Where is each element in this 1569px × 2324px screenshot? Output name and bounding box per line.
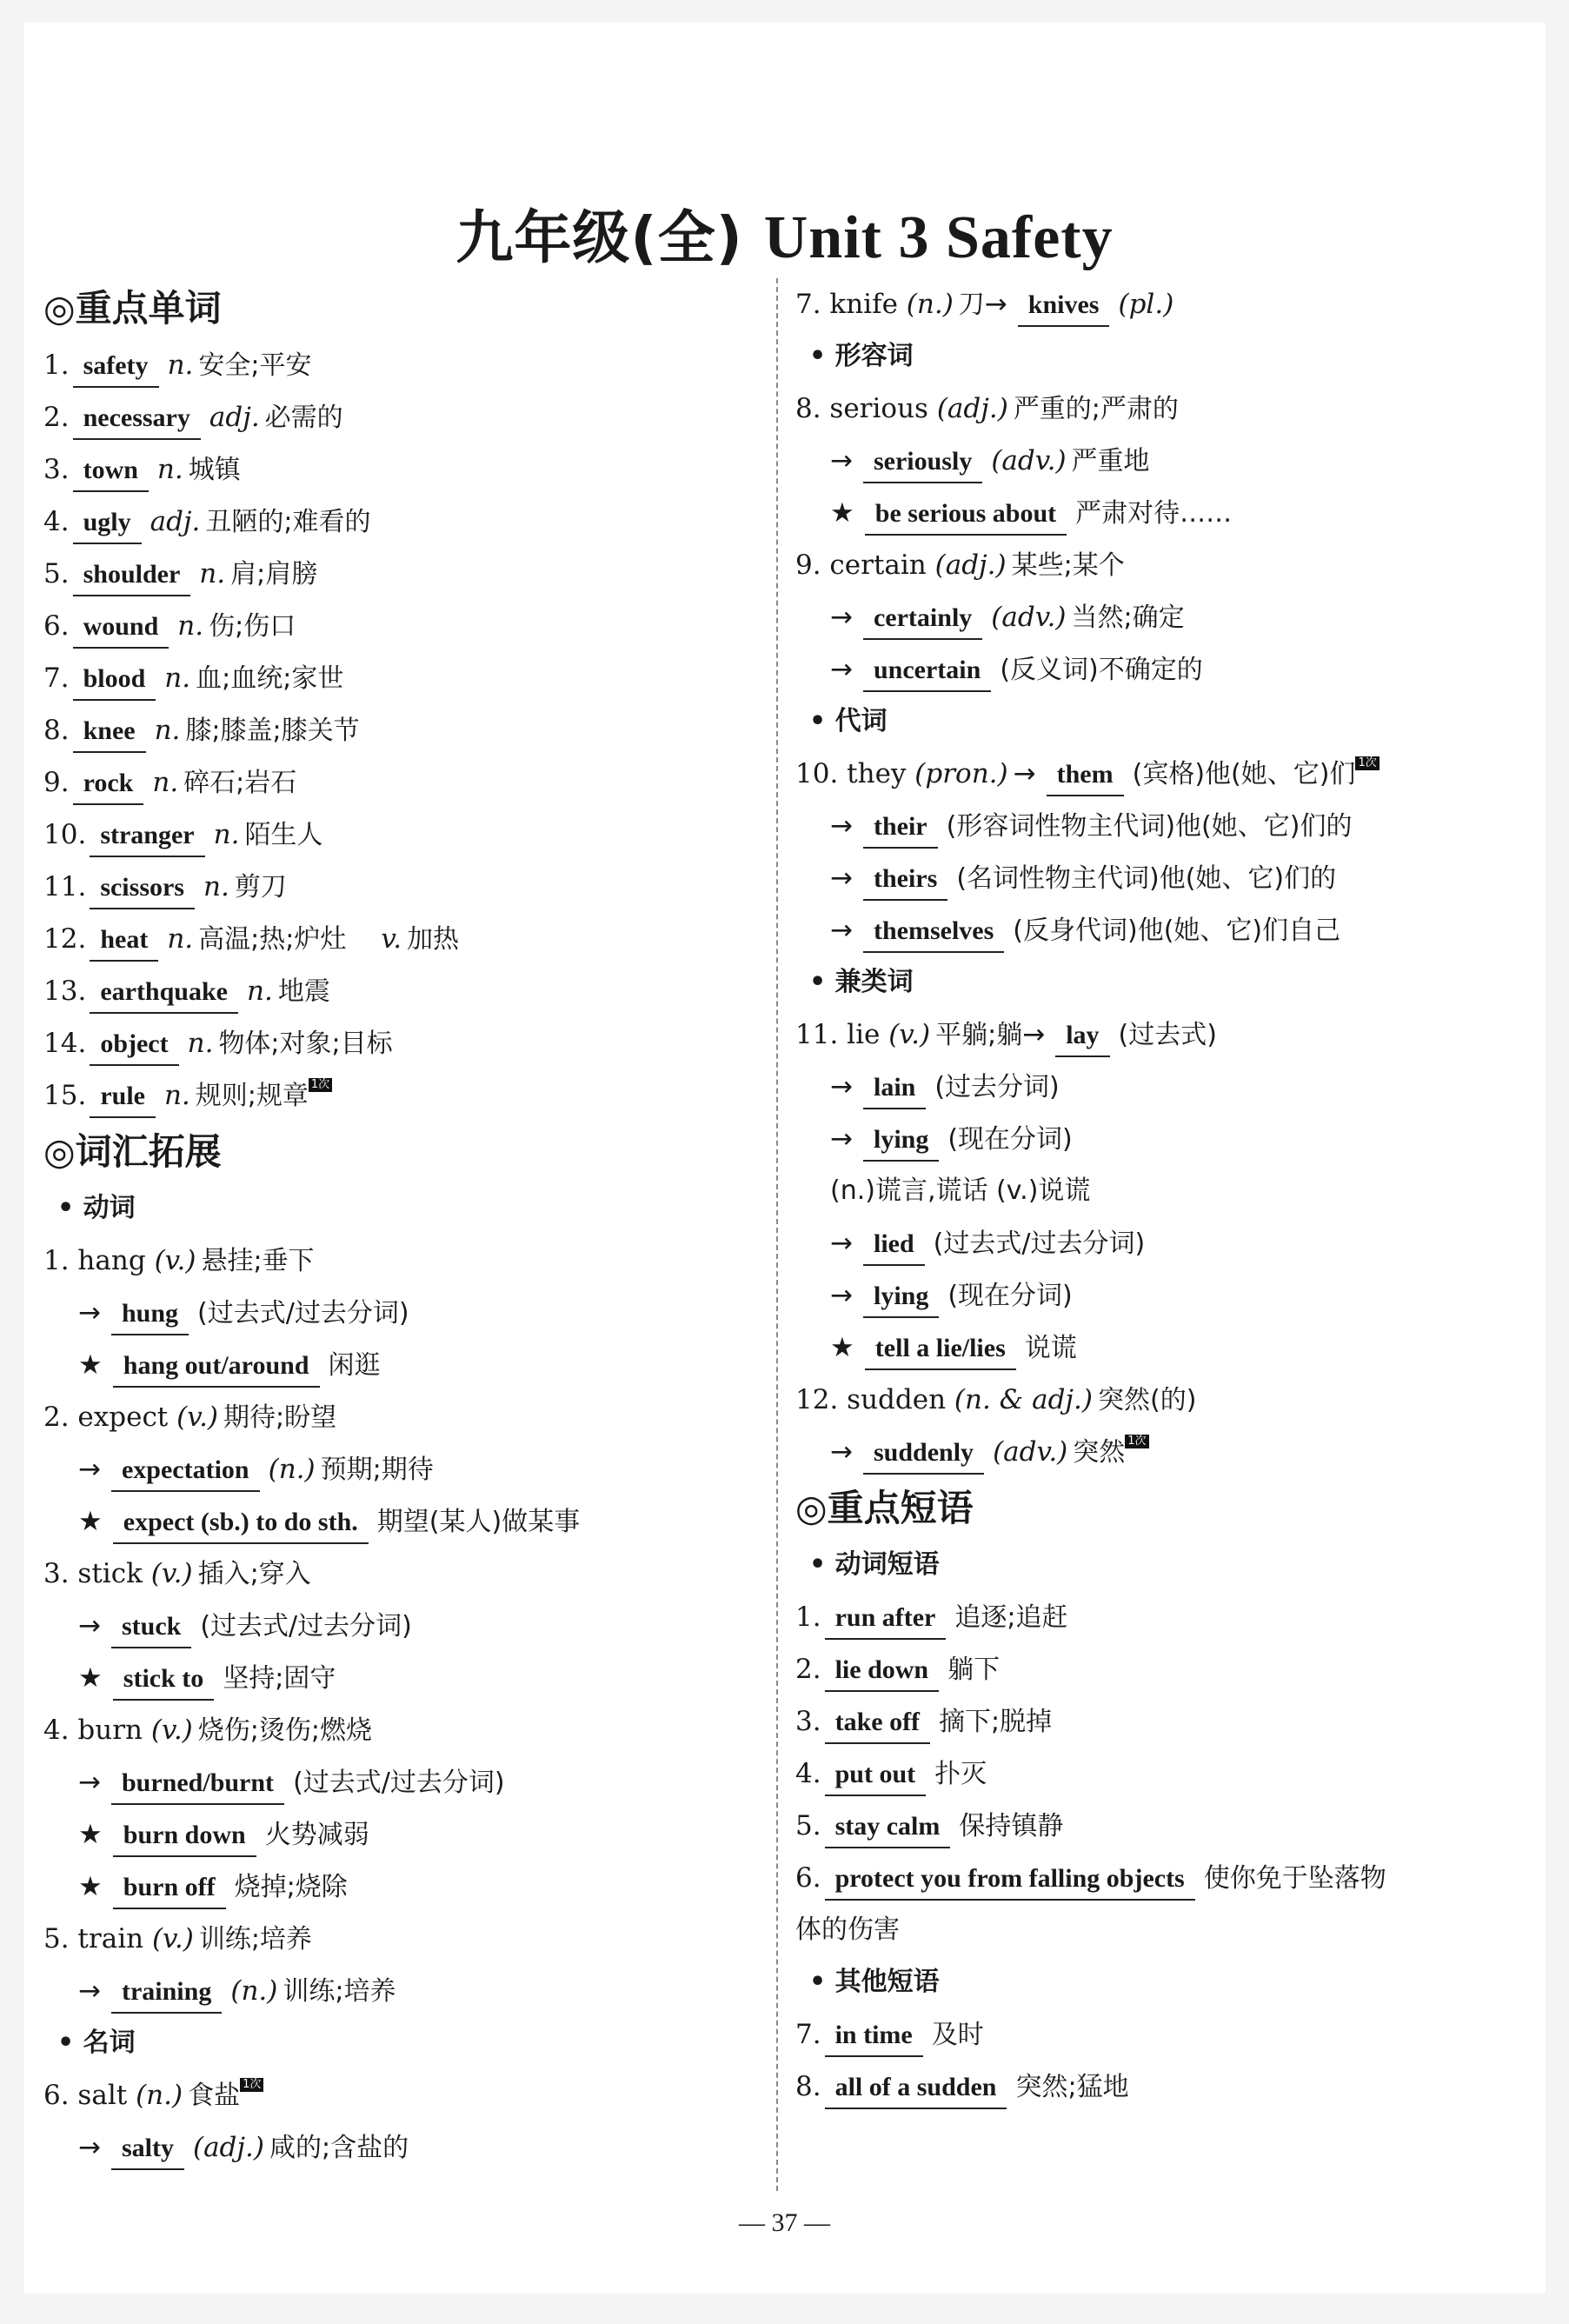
key-word-row xyxy=(43,1017,756,1069)
part-of-speech: n. xyxy=(167,350,194,381)
entry-note: (过去式/过去分词) xyxy=(197,1298,409,1328)
answer-blank: burn down xyxy=(113,1815,256,1857)
entry-pos: (n.) xyxy=(136,2080,183,2111)
item-number: 4. xyxy=(795,1758,821,1789)
answer-blank: town xyxy=(73,450,149,492)
arrow-icon: → xyxy=(830,1280,853,1311)
arrow-icon: → xyxy=(78,1297,101,1328)
entry-zh: (反义词)不确定的 xyxy=(1000,655,1203,685)
phrase-row xyxy=(795,1800,1526,1852)
arrow-icon: → xyxy=(830,915,853,946)
star-icon: ★ xyxy=(78,1871,103,1902)
entry-stick-a1 xyxy=(43,1600,756,1652)
arrow-icon: → xyxy=(830,654,853,685)
entry-zh: 烧掉;烧除 xyxy=(234,1872,348,1902)
phrase-row xyxy=(795,2061,1526,2113)
item-number: 3. xyxy=(43,454,70,485)
chinese-meaning: 追逐;追赶 xyxy=(954,1602,1068,1633)
phrase-row xyxy=(795,2008,1526,2061)
part-of-speech: n. xyxy=(199,558,226,589)
key-word-row xyxy=(43,965,756,1017)
answer-blank: put out xyxy=(825,1755,927,1796)
answer-blank: heat xyxy=(90,920,158,962)
item-number: 4. xyxy=(43,506,70,537)
item-number: 12. xyxy=(43,923,87,955)
entry-head: 11. lie xyxy=(795,1019,881,1050)
entry-head: 2. expect xyxy=(43,1402,169,1433)
part-of-speech: n. xyxy=(213,819,240,850)
chinese-meaning: 突然;猛地 xyxy=(1015,2072,1129,2102)
entry-head: 6. salt xyxy=(43,2080,128,2111)
entry-zh: 烧伤;烫伤;燃烧 xyxy=(197,1715,372,1746)
entry-lie-a2 xyxy=(795,1113,1526,1165)
arrow-icon: → xyxy=(830,810,853,842)
entry-they xyxy=(795,748,1526,800)
arrow-icon: → xyxy=(830,602,853,633)
key-word-row xyxy=(43,496,756,548)
chinese-meaning: 必需的 xyxy=(264,403,343,433)
answer-blank: stranger xyxy=(90,816,204,857)
chinese-meaning: 地震 xyxy=(277,976,330,1007)
chinese-meaning: 规则;规章 xyxy=(195,1081,309,1111)
entry-sudden xyxy=(795,1374,1526,1426)
star-icon: ★ xyxy=(78,1662,103,1694)
entry-zh: (过去式) xyxy=(1118,1020,1217,1050)
answer-blank: salty xyxy=(111,2128,184,2170)
entry-head: 9. certain xyxy=(795,549,927,581)
entry-pos: (n.) xyxy=(230,1975,278,2007)
phrase-row xyxy=(795,1852,1526,1904)
answer-blank: safety xyxy=(73,346,159,388)
answer-blank: protect you from falling objects xyxy=(825,1859,1195,1901)
answer-blank: lie down xyxy=(825,1650,940,1692)
key-word-row xyxy=(43,861,756,913)
entry-zh: (过去分词) xyxy=(934,1072,1060,1102)
entry-burn-a3 xyxy=(43,1861,756,1913)
section-heading-key-words: ◎重点单词 xyxy=(43,287,222,330)
entry-knife xyxy=(795,278,1526,330)
item-number: 9. xyxy=(43,767,70,798)
answer-blank: blood xyxy=(73,659,156,701)
entry-salt-a1 xyxy=(43,2121,756,2174)
entry-zh: (现在分词) xyxy=(947,1124,1073,1155)
chinese-meaning: 膝;膝盖;膝关节 xyxy=(185,716,360,746)
entry-they-a2 xyxy=(795,852,1526,904)
answer-blank: wound xyxy=(73,607,170,649)
star-icon: ★ xyxy=(830,1332,854,1363)
key-word-row xyxy=(43,652,756,704)
item-number: 5. xyxy=(43,558,70,589)
answer-blank: them xyxy=(1047,755,1124,796)
entry-certain xyxy=(795,539,1526,591)
entry-burn-a2 xyxy=(43,1808,756,1861)
chinese-meaning: 摘下;脱掉 xyxy=(939,1707,1053,1737)
chinese-meaning: 加热 xyxy=(407,924,460,955)
entry-certain-a2 xyxy=(795,643,1526,696)
subheading-multi-class: • 兼类词 xyxy=(795,956,1526,1009)
entry-zh: (过去式/过去分词) xyxy=(933,1229,1146,1259)
arrow-icon: → xyxy=(830,1071,853,1102)
entry-stick-a2 xyxy=(43,1652,756,1704)
chinese-meaning: 高温;热;炉灶 xyxy=(198,924,347,955)
answer-blank: uncertain xyxy=(863,650,991,692)
entry-zh: 严肃对待…… xyxy=(1075,498,1233,529)
entry-zh: 食盐 xyxy=(188,2081,241,2111)
item-number: 6. xyxy=(43,610,70,642)
phrase-row xyxy=(795,1748,1526,1800)
entry-hang-a1 xyxy=(43,1287,756,1339)
entry-zh: 期待;盼望 xyxy=(223,1402,337,1433)
arrow-icon: → xyxy=(830,1436,853,1468)
entry-hang-a2 xyxy=(43,1339,756,1391)
other-phrases-list xyxy=(795,2008,1526,2113)
arrow-icon: → xyxy=(830,862,853,894)
star-icon: ★ xyxy=(78,1506,103,1537)
entry-hang xyxy=(43,1235,756,1287)
entry-zh: (现在分词) xyxy=(947,1281,1073,1311)
subheading-adjectives: • 形容词 xyxy=(795,330,1526,383)
entry-pos: (n. & adj.) xyxy=(954,1384,1093,1415)
chinese-meaning: 肩;肩膀 xyxy=(230,559,318,589)
entry-salt xyxy=(43,2069,756,2121)
part-of-speech: adj. xyxy=(209,402,260,433)
key-word-row xyxy=(43,704,756,756)
chinese-meaning: 安全;平安 xyxy=(198,350,312,381)
part-of-speech: adj. xyxy=(150,506,201,537)
subheading-verbs: • 动词 xyxy=(43,1182,756,1235)
entry-zh: 当然;确定 xyxy=(1071,603,1185,633)
entry-pos: (v.) xyxy=(151,1923,194,1954)
page-title xyxy=(0,191,1569,274)
answer-blank: scissors xyxy=(90,868,195,909)
chinese-meaning: 扑灭 xyxy=(934,1759,987,1789)
entry-note: (过去式/过去分词) xyxy=(200,1611,412,1641)
entry-lie-a3 xyxy=(795,1217,1526,1269)
answer-blank: expectation xyxy=(111,1450,260,1492)
answer-blank: burn off xyxy=(113,1868,226,1909)
answer-blank: lain xyxy=(863,1068,926,1109)
entry-pos: (pl.) xyxy=(1118,289,1174,320)
answer-blank: rock xyxy=(73,763,144,805)
entry-head: 7. knife xyxy=(795,289,898,320)
answer-blank: burned/burnt xyxy=(111,1763,284,1805)
chinese-meaning: 城镇 xyxy=(188,455,241,485)
item-number: 5. xyxy=(795,1810,821,1841)
part-of-speech: n. xyxy=(187,1028,214,1059)
answer-blank: lying xyxy=(863,1276,939,1318)
entry-zh: 悬挂;垂下 xyxy=(201,1246,315,1276)
phrase-row xyxy=(795,1591,1526,1643)
entry-zh: 说谎 xyxy=(1024,1333,1077,1363)
entry-expect xyxy=(43,1391,756,1443)
answer-blank: knee xyxy=(73,711,146,753)
entry-pos: (adj.) xyxy=(192,2132,264,2163)
star-icon: ★ xyxy=(78,1349,103,1381)
entry-lie-mid: (n.)谎言,谎话 (v.)说谎 xyxy=(830,1175,1091,1206)
entry-zh: (形容词性物主代词)他(她、它)们的 xyxy=(946,811,1353,842)
subheading-pronouns: • 代词 xyxy=(795,696,1526,748)
entry-serious-a1 xyxy=(795,435,1526,487)
phrase-row xyxy=(795,1643,1526,1695)
entry-pos: (v.) xyxy=(150,1558,193,1589)
section-heading-key-phrases: ◎重点短语 xyxy=(795,1487,974,1529)
answer-blank: their xyxy=(863,807,938,849)
title-en: Unit 3 Safety xyxy=(763,204,1114,271)
subheading-other-phrases: • 其他短语 xyxy=(795,1956,1526,2008)
entry-zh: 咸的;含盐的 xyxy=(269,2133,409,2163)
entry-serious-a2 xyxy=(795,487,1526,539)
key-words-list xyxy=(43,339,756,1122)
right-column xyxy=(795,278,1526,2113)
answer-blank: lying xyxy=(863,1120,939,1162)
entry-pos: (n.) xyxy=(906,289,954,320)
arrow-icon: → xyxy=(78,1767,101,1798)
title-zh: 九年级(全) xyxy=(455,204,743,271)
answer-blank: ugly xyxy=(73,503,142,544)
part-of-speech: n. xyxy=(164,663,191,694)
entry-pos: (adj.) xyxy=(936,393,1008,424)
frequency-badge: 1次 xyxy=(1125,1435,1148,1448)
chinese-meaning: 碎石;岩石 xyxy=(183,768,297,798)
entry-burn-a1 xyxy=(43,1756,756,1808)
chinese-meaning: 保持镇静 xyxy=(959,1811,1064,1841)
item-number: 14. xyxy=(43,1028,87,1059)
entry-expect-a2 xyxy=(43,1495,756,1548)
arrow-icon: → xyxy=(78,2132,101,2163)
key-word-row xyxy=(43,600,756,652)
entry-pos: (v.) xyxy=(176,1402,219,1433)
arrow-icon: → xyxy=(78,1454,101,1485)
answer-blank: hang out/around xyxy=(113,1346,320,1388)
section-heading-vocab-expansion: ◎词汇拓展 xyxy=(43,1130,222,1173)
part-of-speech: n. xyxy=(154,715,181,746)
item-number: 1. xyxy=(795,1601,821,1633)
frequency-badge: 1次 xyxy=(309,1078,332,1092)
key-word-row xyxy=(43,756,756,809)
entry-zh: 期望(某人)做某事 xyxy=(376,1507,581,1537)
arrow-icon: → xyxy=(78,1975,101,2007)
chinese-meaning: 剪刀 xyxy=(234,872,287,902)
chinese-meaning: 躺下 xyxy=(947,1655,1001,1685)
answer-blank: lay xyxy=(1055,1016,1109,1057)
entry-pos: (adv.) xyxy=(991,602,1067,633)
answer-blank: shoulder xyxy=(73,555,191,596)
entry-zh: 某些;某个 xyxy=(1011,550,1125,581)
entry-pos: (v.) xyxy=(888,1019,931,1050)
page-number: — 37 — xyxy=(739,2208,830,2237)
entry-zh: 训练;培养 xyxy=(198,1924,312,1954)
entry-pos: (adv.) xyxy=(991,445,1067,476)
entry-pos: (adj.) xyxy=(934,549,1007,581)
answer-blank: run after xyxy=(825,1598,947,1640)
entry-pos: (adv.) xyxy=(993,1436,1068,1468)
star-icon: ★ xyxy=(830,497,854,529)
entry-zh: 严重地 xyxy=(1071,446,1150,476)
entry-head: 10. they xyxy=(795,758,907,789)
entry-lie xyxy=(795,1009,1526,1061)
item-number: 8. xyxy=(43,715,70,746)
chinese-meaning: 物体;对象;目标 xyxy=(218,1029,393,1059)
frequency-badge: 1次 xyxy=(1355,756,1379,770)
item-number: 1. xyxy=(43,350,70,381)
item-number: 8. xyxy=(795,2071,821,2102)
entry-zh: 严重的;严肃的 xyxy=(1013,394,1179,424)
entry-lie-a4 xyxy=(795,1269,1526,1322)
answer-blank: certainly xyxy=(863,598,982,640)
item-number: 2. xyxy=(795,1654,821,1685)
entry-zh: (反身代词)他(她、它)们自己 xyxy=(1013,916,1341,946)
item-number: 2. xyxy=(43,402,70,433)
entry-zh: 坚持;固守 xyxy=(223,1663,336,1694)
part-of-speech: n. xyxy=(156,454,183,485)
entry-expect-a1 xyxy=(43,1443,756,1495)
entry-sudden-a1 xyxy=(795,1426,1526,1478)
arrow-icon: → xyxy=(984,289,1007,320)
entry-zh: 平躺;躺 xyxy=(935,1020,1023,1050)
answer-blank: in time xyxy=(825,2015,923,2057)
arrow-icon: → xyxy=(830,1123,853,1155)
entry-zh: 训练;培养 xyxy=(283,1976,396,2007)
chinese-meaning: 陌生人 xyxy=(244,820,323,850)
key-word-row xyxy=(43,391,756,443)
entry-head: 3. stick xyxy=(43,1558,143,1589)
item-number: 10. xyxy=(43,819,87,850)
answer-blank: object xyxy=(90,1024,178,1066)
frequency-badge: 1次 xyxy=(240,2078,263,2092)
key-word-row xyxy=(43,809,756,861)
entry-zh: (名词性物主代词)他(她、它)们的 xyxy=(956,863,1337,894)
answer-blank: necessary xyxy=(73,398,201,440)
entry-train xyxy=(43,1913,756,1965)
part-of-speech: n. xyxy=(177,610,204,642)
entry-lie-a5 xyxy=(795,1322,1526,1374)
part-of-speech: v. xyxy=(381,923,402,955)
arrow-icon: → xyxy=(830,445,853,476)
entry-zh: 火势减弱 xyxy=(264,1820,369,1850)
part-of-speech: n. xyxy=(163,1080,190,1111)
entry-zh: 插入;穿入 xyxy=(197,1559,311,1589)
entry-certain-a1 xyxy=(795,591,1526,643)
phrase-row-continuation: 体的伤害 xyxy=(795,1914,900,1945)
key-word-row xyxy=(43,913,756,965)
key-word-row xyxy=(43,339,756,391)
chinese-meaning: 使你免于坠落物 xyxy=(1203,1863,1386,1894)
answer-blank: stick to xyxy=(113,1659,215,1701)
item-number: 11. xyxy=(43,871,87,902)
entry-they-a1 xyxy=(795,800,1526,852)
phrase-row xyxy=(795,1695,1526,1748)
answer-blank: expect (sb.) to do sth. xyxy=(113,1502,369,1544)
entry-head: 4. burn xyxy=(43,1715,143,1746)
arrow-icon: → xyxy=(78,1610,101,1641)
entry-pos: (v.) xyxy=(150,1715,193,1746)
answer-blank: themselves xyxy=(863,911,1004,953)
arrow-icon: → xyxy=(830,1228,853,1259)
entry-zh: (宾格)他(她、它)们 xyxy=(1132,759,1356,789)
entry-pos: (v.) xyxy=(154,1245,196,1276)
entry-train-a1 xyxy=(43,1965,756,2017)
verb-phrases-list xyxy=(795,1591,1526,1956)
answer-blank: knives xyxy=(1018,285,1110,327)
chinese-meaning: 及时 xyxy=(931,2020,984,2050)
key-word-row xyxy=(43,548,756,600)
answer-blank: rule xyxy=(90,1076,156,1118)
entry-serious xyxy=(795,383,1526,435)
answer-blank: tell a lie/lies xyxy=(865,1328,1016,1370)
entry-note: (过去式/过去分词) xyxy=(293,1768,505,1798)
part-of-speech: n. xyxy=(203,871,229,902)
item-number: 3. xyxy=(795,1706,821,1737)
entry-head: 12. sudden xyxy=(795,1384,947,1415)
answer-blank: stuck xyxy=(111,1607,191,1648)
answer-blank: seriously xyxy=(863,442,982,483)
chinese-meaning: 丑陋的;难看的 xyxy=(205,507,371,537)
left-column xyxy=(43,278,756,2174)
entry-pos: (n.) xyxy=(268,1454,316,1485)
entry-stick xyxy=(43,1548,756,1600)
answer-blank: training xyxy=(111,1972,222,2014)
column-divider xyxy=(776,278,778,2191)
entry-zh: 突然(的) xyxy=(1098,1385,1197,1415)
entry-zh: 预期;期待 xyxy=(320,1455,434,1485)
chinese-meaning: 伤;伤口 xyxy=(209,611,296,642)
entry-zh: 刀 xyxy=(958,290,985,320)
arrow-icon: → xyxy=(1013,758,1036,789)
entry-zh: 闲逛 xyxy=(328,1350,381,1381)
answer-blank: hung xyxy=(111,1294,189,1335)
chinese-meaning: 血;血统;家世 xyxy=(196,663,344,694)
answer-blank: lied xyxy=(863,1224,925,1266)
answer-blank: theirs xyxy=(863,859,947,901)
item-number: 15. xyxy=(43,1080,87,1111)
answer-blank: all of a sudden xyxy=(825,2068,1007,2109)
item-number: 6. xyxy=(795,1862,821,1894)
arrow-icon: → xyxy=(1022,1019,1046,1050)
entry-head: 8. serious xyxy=(795,393,928,424)
entry-burn xyxy=(43,1704,756,1756)
part-of-speech: n. xyxy=(152,767,179,798)
entry-zh: 突然 xyxy=(1073,1437,1126,1468)
entry-they-a3 xyxy=(795,904,1526,956)
entry-head: 5. train xyxy=(43,1923,144,1954)
part-of-speech: n. xyxy=(247,976,273,1007)
subheading-nouns: • 名词 xyxy=(43,2017,756,2069)
answer-blank: be serious about xyxy=(865,494,1067,536)
answer-blank: stay calm xyxy=(825,1807,951,1848)
item-number: 7. xyxy=(795,2019,821,2050)
subheading-verb-phrases: • 动词短语 xyxy=(795,1539,1526,1591)
part-of-speech: n. xyxy=(167,923,194,955)
key-word-row xyxy=(43,1069,756,1122)
answer-blank: suddenly xyxy=(863,1433,984,1475)
entry-head: 1. hang xyxy=(43,1245,146,1276)
item-number: 13. xyxy=(43,976,87,1007)
answer-blank: earthquake xyxy=(90,972,238,1014)
star-icon: ★ xyxy=(78,1819,103,1850)
entry-lie-a1 xyxy=(795,1061,1526,1113)
answer-blank: take off xyxy=(825,1702,930,1744)
item-number: 7. xyxy=(43,663,70,694)
key-word-row xyxy=(43,443,756,496)
entry-pos: (pron.) xyxy=(914,758,1008,789)
